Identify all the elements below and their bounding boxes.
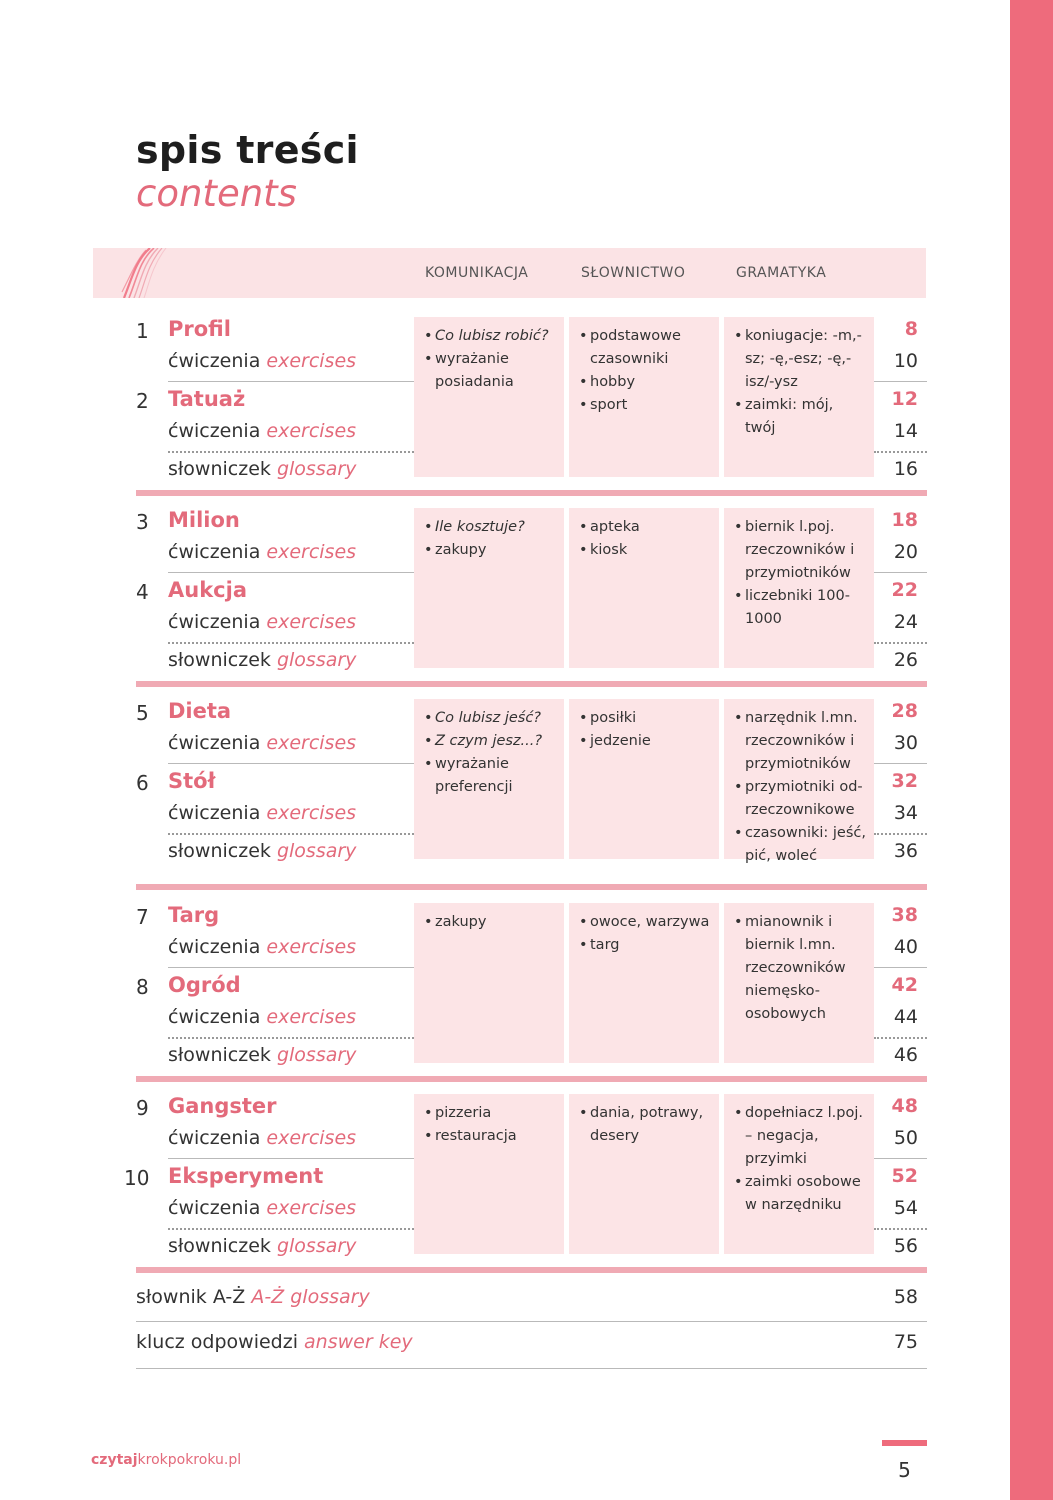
unit-number: 1 xyxy=(136,319,149,343)
unit-page: 12 xyxy=(891,388,918,410)
dotted-divider xyxy=(874,1228,927,1230)
exercises-label-en: exercises xyxy=(266,611,357,633)
komunikacja-list xyxy=(424,707,556,799)
glossary-label-en: glossary xyxy=(276,840,357,862)
section-separator xyxy=(136,490,927,496)
exercises-label-pl: ćwiczenia xyxy=(168,732,261,754)
cell-komunikacja xyxy=(414,699,564,859)
slownictwo-item: • hobby xyxy=(579,371,711,394)
dotted-divider xyxy=(168,1228,414,1230)
slownictwo-item: • jedzenie xyxy=(579,730,711,753)
dictionary-label-en: A-Ż glossary xyxy=(251,1286,370,1308)
divider xyxy=(168,572,414,573)
komunikacja-item: • zakupy xyxy=(424,539,556,562)
glossary-entry[interactable] xyxy=(168,458,356,480)
swirl-ornament-icon xyxy=(120,248,168,298)
divider xyxy=(874,572,927,573)
exercises-label-pl: ćwiczenia xyxy=(168,611,261,633)
exercises-page: 24 xyxy=(893,611,918,633)
cell-slownictwo xyxy=(569,699,719,859)
exercises-page: 54 xyxy=(893,1197,918,1219)
gramatyka-item: • mianownik i biernik l.mn. rzeczowników niemęsko-osobowych xyxy=(734,911,866,1026)
komunikacja-list xyxy=(424,1102,556,1148)
exercises-label-en: exercises xyxy=(266,420,357,442)
unit-number: 7 xyxy=(136,905,149,929)
dotted-divider xyxy=(874,642,927,644)
cell-gramatyka xyxy=(724,1094,874,1254)
exercises-entry[interactable] xyxy=(168,1197,356,1219)
cell-komunikacja xyxy=(414,317,564,477)
glossary-page: 46 xyxy=(893,1044,918,1066)
glossary-entry[interactable] xyxy=(168,1044,356,1066)
divider xyxy=(168,763,414,764)
unit-number: 8 xyxy=(136,975,149,999)
exercises-label-en: exercises xyxy=(266,350,357,372)
glossary-label-pl: słowniczek xyxy=(168,1235,271,1257)
gramatyka-item: • narzędnik l.mn. rzeczowników i przymiotników xyxy=(734,707,866,776)
unit-page: 28 xyxy=(891,700,918,722)
cell-slownictwo xyxy=(569,903,719,1063)
unit-title-gangster[interactable]: Gangster xyxy=(168,1094,277,1118)
exercises-label-en: exercises xyxy=(266,1197,357,1219)
glossary-label-en: glossary xyxy=(276,649,357,671)
gramatyka-item: • biernik l.poj. rzeczowników i przymiotników xyxy=(734,516,866,585)
unit-page: 18 xyxy=(891,509,918,531)
glossary-page: 26 xyxy=(893,649,918,671)
glossary-label-en: glossary xyxy=(276,1044,357,1066)
gramatyka-list xyxy=(734,707,866,868)
slownictwo-item: • owoce, warzywa xyxy=(579,911,711,934)
footer-site-rest: krokpokroku.pl xyxy=(137,1452,242,1468)
slownictwo-list xyxy=(579,516,711,562)
exercises-label-pl: ćwiczenia xyxy=(168,1197,261,1219)
slownictwo-item: • posiłki xyxy=(579,707,711,730)
toc-section xyxy=(0,899,1053,1089)
exercises-label-pl: ćwiczenia xyxy=(168,802,261,824)
slownictwo-list xyxy=(579,325,711,417)
unit-page: 22 xyxy=(891,579,918,601)
exercises-entry[interactable] xyxy=(168,1127,356,1149)
exercises-label-pl: ćwiczenia xyxy=(168,1006,261,1028)
exercises-entry[interactable] xyxy=(168,350,356,372)
unit-title-targ[interactable]: Targ xyxy=(168,903,220,927)
dotted-divider xyxy=(874,1037,927,1039)
gramatyka-list xyxy=(734,325,866,440)
toc-section xyxy=(0,313,1053,503)
divider xyxy=(874,763,927,764)
exercises-page: 20 xyxy=(893,541,918,563)
divider xyxy=(168,967,414,968)
komunikacja-item: • Z czym jesz...? xyxy=(424,730,556,753)
exercises-page: 34 xyxy=(893,802,918,824)
exercises-label-en: exercises xyxy=(266,541,357,563)
unit-page: 42 xyxy=(891,974,918,996)
divider xyxy=(168,1158,414,1159)
unit-number: 4 xyxy=(136,580,149,604)
section-separator xyxy=(136,1267,927,1273)
glossary-label-pl: słowniczek xyxy=(168,1044,271,1066)
unit-page: 38 xyxy=(891,904,918,926)
unit-title-aukcja[interactable]: Aukcja xyxy=(168,578,247,602)
cell-slownictwo xyxy=(569,1094,719,1254)
exercises-entry[interactable] xyxy=(168,1006,356,1028)
slownictwo-item: • targ xyxy=(579,934,711,957)
unit-page: 8 xyxy=(904,318,918,340)
exercises-label-en: exercises xyxy=(266,936,357,958)
slownictwo-item: • podstawowe czasowniki xyxy=(579,325,711,371)
unit-number: 9 xyxy=(136,1096,149,1120)
gramatyka-item: • zaimki osobowe w narzędniku xyxy=(734,1171,866,1217)
cell-gramatyka xyxy=(724,317,874,477)
cell-gramatyka xyxy=(724,903,874,1063)
footer-website-link[interactable] xyxy=(91,1452,241,1468)
column-header-komunikacja: KOMUNIKACJA xyxy=(425,265,529,281)
dotted-divider xyxy=(874,833,927,835)
exercises-label-pl: ćwiczenia xyxy=(168,1127,261,1149)
cell-gramatyka xyxy=(724,508,874,668)
slownictwo-list xyxy=(579,911,711,957)
section-separator xyxy=(136,884,927,890)
unit-title-milion[interactable]: Milion xyxy=(168,508,240,532)
gramatyka-item: • przymiotniki od-rzeczownikowe xyxy=(734,776,866,822)
glossary-page: 16 xyxy=(893,458,918,480)
cell-slownictwo xyxy=(569,508,719,668)
dictionary-page: 58 xyxy=(893,1286,918,1308)
dotted-divider xyxy=(168,1037,414,1039)
answer-key-page: 75 xyxy=(893,1331,918,1353)
exercises-page: 14 xyxy=(893,420,918,442)
slownictwo-list xyxy=(579,1102,711,1148)
dictionary-label-pl: słownik A-Ż xyxy=(136,1286,246,1308)
unit-page: 48 xyxy=(891,1095,918,1117)
glossary-page: 36 xyxy=(893,840,918,862)
unit-number: 2 xyxy=(136,389,149,413)
komunikacja-list xyxy=(424,516,556,562)
toc-answer-key-entry[interactable] xyxy=(136,1331,413,1353)
komunikacja-item: • Co lubisz robić? xyxy=(424,325,556,348)
gramatyka-item: • dopełniacz l.poj. – negacja, przyimki xyxy=(734,1102,866,1171)
answer-key-label-en: answer key xyxy=(304,1331,413,1353)
glossary-label-en: glossary xyxy=(276,1235,357,1257)
exercises-page: 50 xyxy=(893,1127,918,1149)
exercises-entry[interactable] xyxy=(168,802,356,824)
komunikacja-item: • zakupy xyxy=(424,911,556,934)
divider xyxy=(136,1321,927,1322)
glossary-label-pl: słowniczek xyxy=(168,649,271,671)
cell-komunikacja xyxy=(414,903,564,1063)
cell-komunikacja xyxy=(414,1094,564,1254)
dotted-divider xyxy=(874,451,927,453)
unit-number: 3 xyxy=(136,510,149,534)
exercises-page: 44 xyxy=(893,1006,918,1028)
slownictwo-list xyxy=(579,707,711,753)
komunikacja-list xyxy=(424,325,556,394)
section-separator xyxy=(136,1076,927,1082)
gramatyka-list xyxy=(734,1102,866,1217)
unit-title-profil[interactable]: Profil xyxy=(168,317,231,341)
exercises-entry[interactable] xyxy=(168,732,356,754)
exercises-entry[interactable] xyxy=(168,936,356,958)
komunikacja-item: • wyrażanie posiadania xyxy=(424,348,556,394)
unit-number: 5 xyxy=(136,701,149,725)
dotted-divider xyxy=(168,642,414,644)
exercises-page: 30 xyxy=(893,732,918,754)
gramatyka-item: • koniugacje: -m,-sz; -ę,-esz; -ę,-isz/-ysz xyxy=(734,325,866,394)
cell-komunikacja xyxy=(414,508,564,668)
unit-title-eksperyment[interactable]: Eksperyment xyxy=(168,1164,324,1188)
page-subtitle: contents xyxy=(136,172,297,215)
komunikacja-item: • restauracja xyxy=(424,1125,556,1148)
gramatyka-item: • zaimki: mój, twój xyxy=(734,394,866,440)
divider xyxy=(874,1158,927,1159)
unit-page: 32 xyxy=(891,770,918,792)
gramatyka-list xyxy=(734,911,866,1026)
cell-gramatyka xyxy=(724,699,874,864)
exercises-label-en: exercises xyxy=(266,732,357,754)
column-header-slownictwo: SŁOWNICTWO xyxy=(581,265,686,281)
exercises-page: 40 xyxy=(893,936,918,958)
unit-number: 6 xyxy=(136,771,149,795)
unit-title-ogród[interactable]: Ogród xyxy=(168,973,241,997)
toc-dictionary-entry[interactable] xyxy=(136,1286,370,1308)
exercises-label-en: exercises xyxy=(266,1006,357,1028)
unit-title-stół[interactable]: Stół xyxy=(168,769,216,793)
footer-accent-mark xyxy=(882,1440,927,1446)
komunikacja-item: • Ile kosztuje? xyxy=(424,516,556,539)
exercises-label-en: exercises xyxy=(266,802,357,824)
page-title: spis treści xyxy=(136,128,359,172)
dotted-divider xyxy=(168,833,414,835)
divider xyxy=(874,967,927,968)
footer-page-number: 5 xyxy=(898,1458,911,1482)
toc-section xyxy=(0,504,1053,694)
exercises-entry[interactable] xyxy=(168,420,356,442)
answer-key-label-pl: klucz odpowiedzi xyxy=(136,1331,298,1353)
glossary-label-en: glossary xyxy=(276,458,357,480)
gramatyka-list xyxy=(734,516,866,631)
exercises-entry[interactable] xyxy=(168,611,356,633)
glossary-entry[interactable] xyxy=(168,1235,356,1257)
komunikacja-item: • Co lubisz jeść? xyxy=(424,707,556,730)
exercises-label-pl: ćwiczenia xyxy=(168,350,261,372)
slownictwo-item: • dania, potrawy, desery xyxy=(579,1102,711,1148)
glossary-page: 56 xyxy=(893,1235,918,1257)
divider xyxy=(874,381,927,382)
dotted-divider xyxy=(168,451,414,453)
exercises-label-en: exercises xyxy=(266,1127,357,1149)
komunikacja-item: • pizzeria xyxy=(424,1102,556,1125)
exercises-entry[interactable] xyxy=(168,541,356,563)
glossary-entry[interactable] xyxy=(168,840,356,862)
slownictwo-item: • sport xyxy=(579,394,711,417)
footer-site-bold: czytaj xyxy=(91,1452,138,1468)
glossary-label-pl: słowniczek xyxy=(168,458,271,480)
exercises-label-pl: ćwiczenia xyxy=(168,936,261,958)
exercises-label-pl: ćwiczenia xyxy=(168,541,261,563)
exercises-label-pl: ćwiczenia xyxy=(168,420,261,442)
gramatyka-item: • czasowniki: jeść, pić, woleć xyxy=(734,822,866,868)
komunikacja-item: • wyrażanie preferencji xyxy=(424,753,556,799)
glossary-label-pl: słowniczek xyxy=(168,840,271,862)
exercises-page: 10 xyxy=(893,350,918,372)
unit-title-dieta[interactable]: Dieta xyxy=(168,699,232,723)
cell-slownictwo xyxy=(569,317,719,477)
unit-page: 52 xyxy=(891,1165,918,1187)
divider xyxy=(136,1368,927,1369)
divider xyxy=(168,381,414,382)
slownictwo-item: • kiosk xyxy=(579,539,711,562)
glossary-entry[interactable] xyxy=(168,649,356,671)
toc-section xyxy=(0,1090,1053,1280)
toc-section xyxy=(0,695,1053,885)
unit-number: 10 xyxy=(124,1166,150,1190)
unit-title-tatuaż[interactable]: Tatuaż xyxy=(168,387,246,411)
gramatyka-item: • liczebniki 100-1000 xyxy=(734,585,866,631)
column-header-gramatyka: GRAMATYKA xyxy=(736,265,827,281)
komunikacja-list xyxy=(424,911,556,934)
section-separator xyxy=(136,681,927,687)
slownictwo-item: • apteka xyxy=(579,516,711,539)
